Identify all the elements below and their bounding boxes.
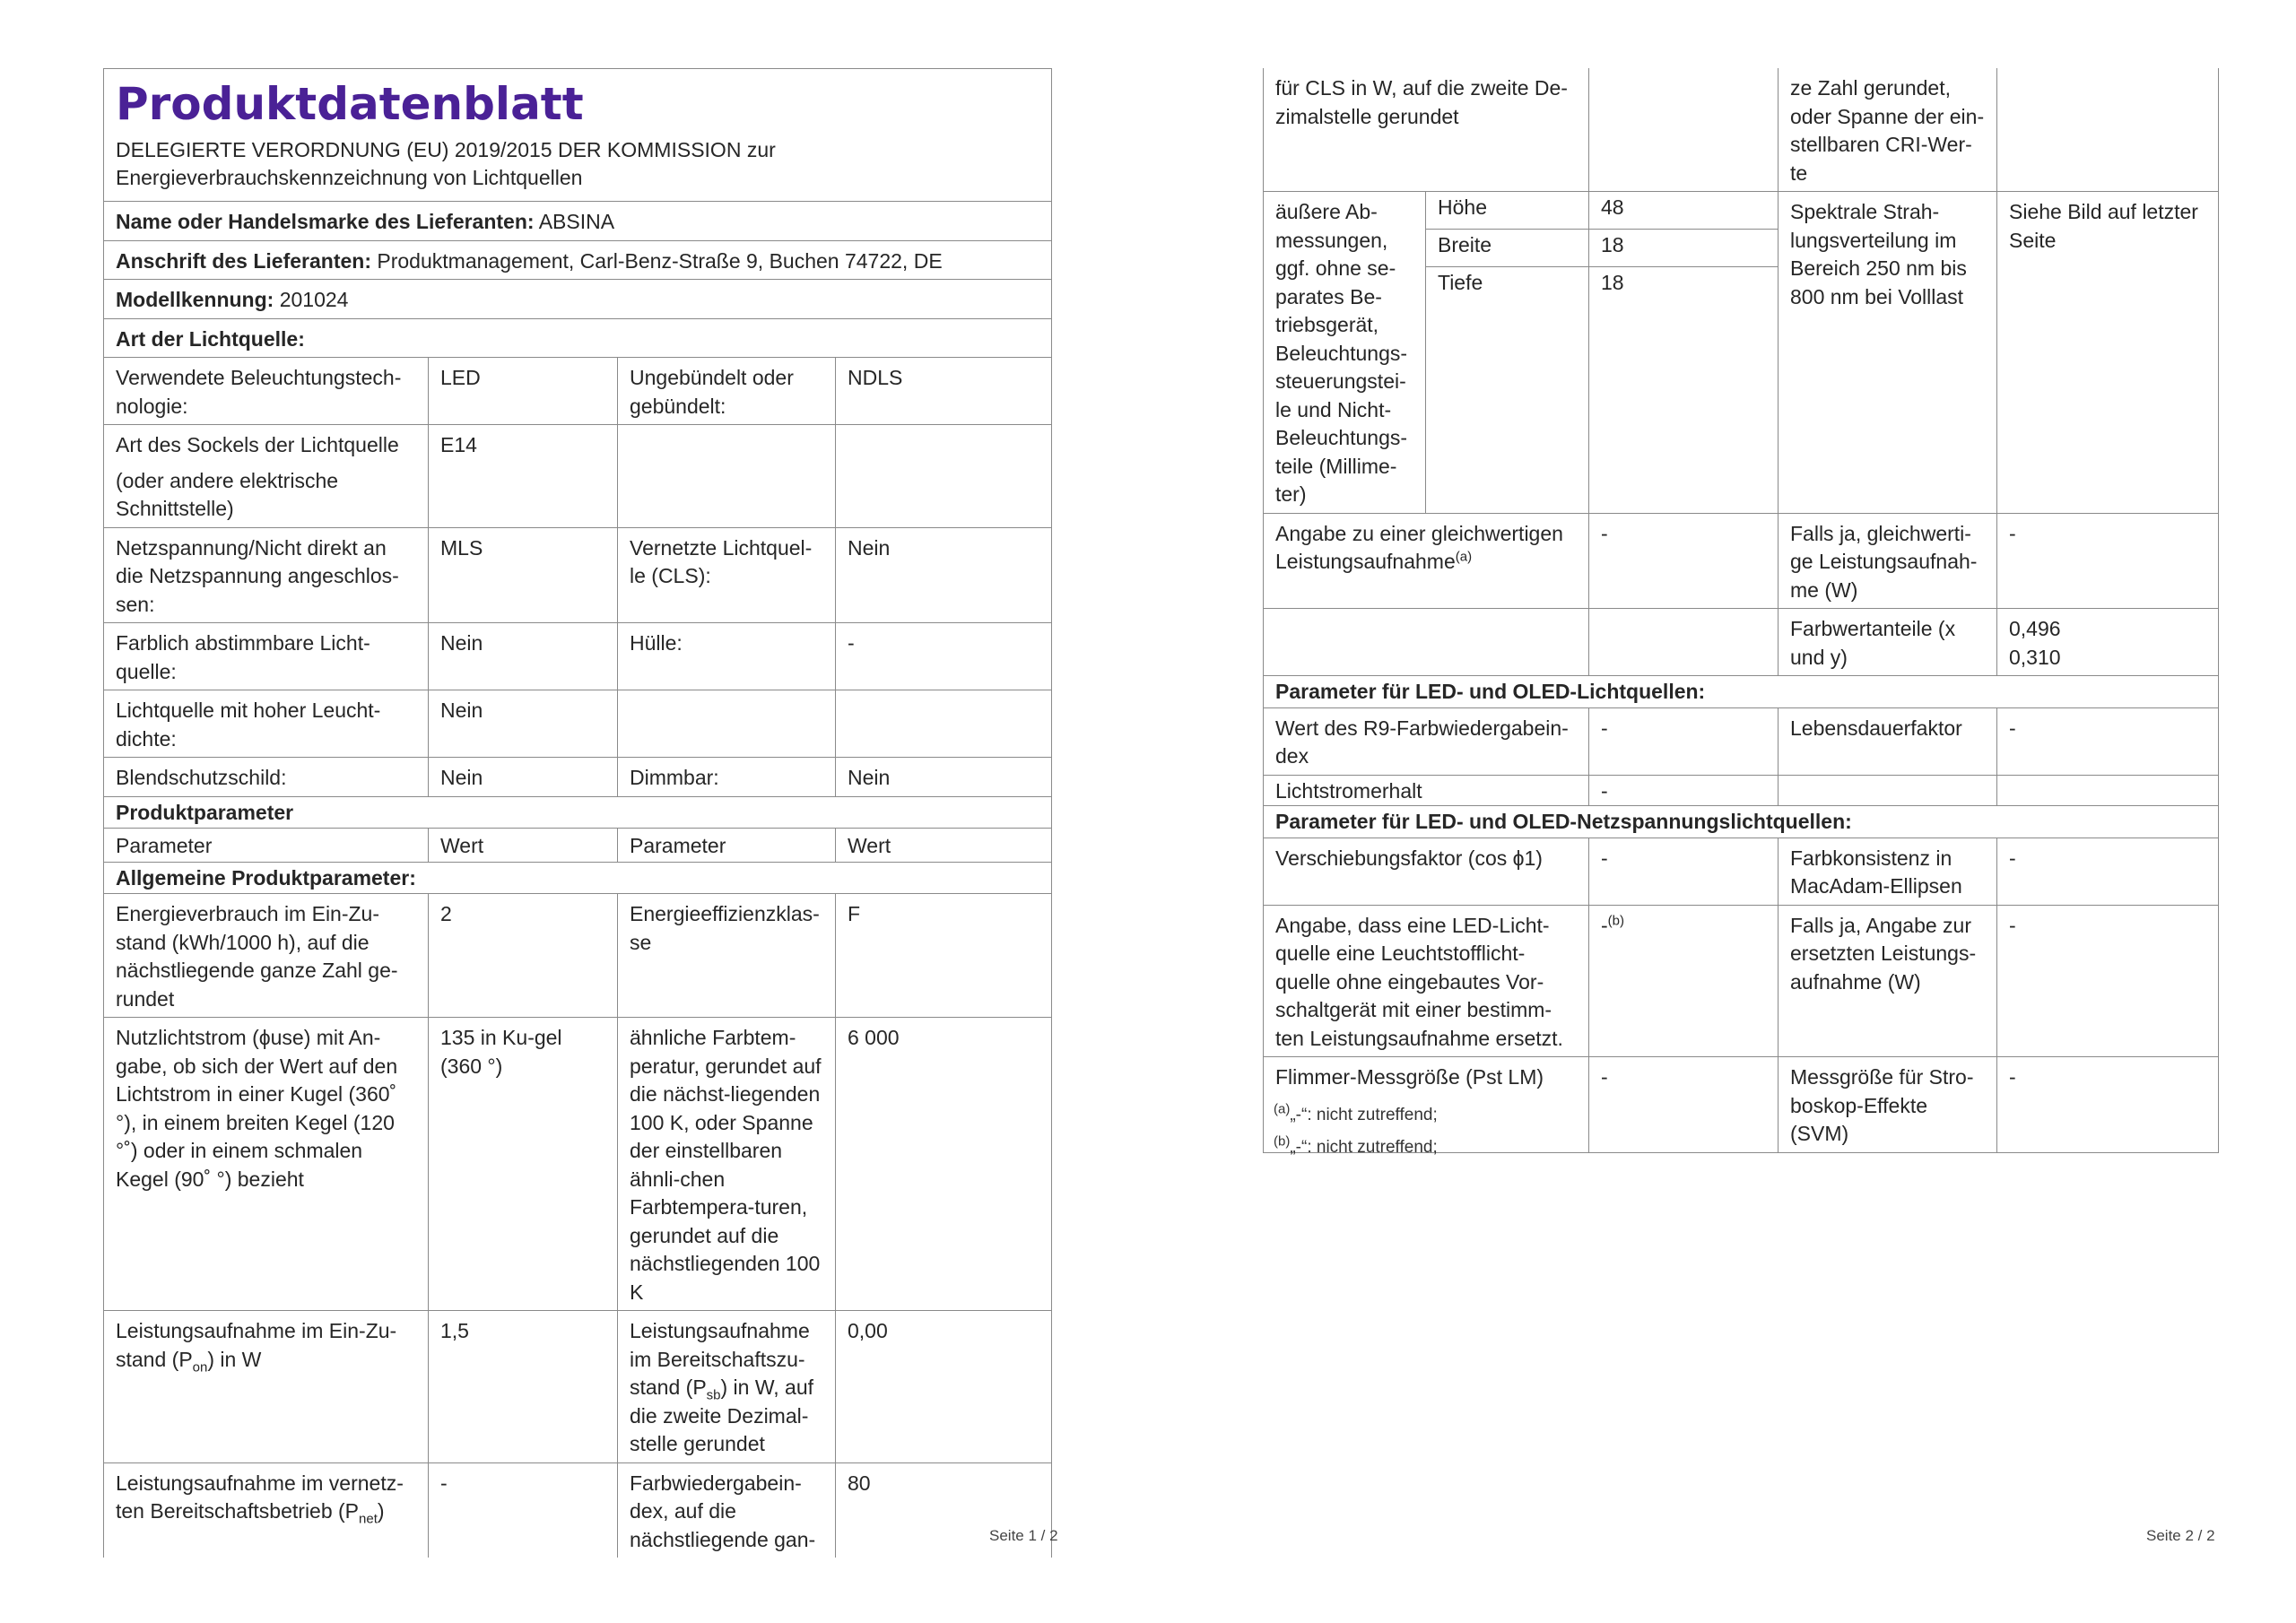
on-mode-power-label: Leistungsaufnahme im Ein-Zu-stand $(P_{on})$ in W <box>104 1311 429 1463</box>
socket-value: E14 <box>429 425 618 528</box>
equivalent-power-value: - <box>1589 513 1779 609</box>
r9-value: - <box>1589 707 1779 775</box>
column-header-parameter: Parameter <box>618 829 836 863</box>
empty-cell <box>618 690 836 758</box>
tech-value: LED <box>429 358 618 425</box>
regulation-subtitle: DELEGIERTE VERORDNUNG (EU) 2019/2015 DER KOMMISSION zur Energieverbrauchskennzeichnung von Lichtquellen <box>116 138 776 189</box>
footnote-b-marker: (b) <box>1607 912 1625 928</box>
color-rendering-label: Farbwiedergabein-dex, auf die nächstliegende gan- <box>618 1462 836 1558</box>
spectral-distribution-value: Siehe Bild auf letzter Seite <box>1997 192 2219 514</box>
mains-led-params-heading: Parameter für LED- und OLED-Netzspannungslichtquellen: <box>1264 806 2219 838</box>
supplier-name-row <box>104 202 1052 241</box>
spectral-distribution-label: Spektrale Strah-lungsverteilung im Bereich 250 nm bis 800 nm bei Volllast <box>1779 192 1997 514</box>
dimmable-label: Dimmbar: <box>618 758 836 797</box>
energy-consumption-value: 2 <box>429 894 618 1018</box>
replaced-power-label: Falls ja, Angabe zur ersetzten Leistungs-aufnahme (W) <box>1779 905 1997 1057</box>
survival-factor-value: - <box>1997 707 2219 775</box>
empty-cell <box>836 425 1052 528</box>
survival-factor-label: Lebensdauerfaktor <box>1779 707 1997 775</box>
supplier-name-label: Name oder Handelsmarke des Lieferanten: <box>116 210 535 233</box>
cls-label: Vernetzte Lichtquel-le (CLS): <box>618 527 836 623</box>
empty-cell <box>1589 68 1779 192</box>
displacement-factor-label: Verschiebungsfaktor (cos ϕ1) <box>1264 838 1589 905</box>
height-value: 48 <box>1589 192 1779 230</box>
r9-label: Wert des R9-Farbwiedergabein-dex <box>1264 707 1589 775</box>
page-number: Seite 1 / 2 <box>989 1527 1058 1544</box>
flicker-metric-value: - <box>1589 1057 1779 1153</box>
document-title: Produktdatenblatt <box>116 78 584 130</box>
stroboscopic-metric-value: - <box>1997 1057 2219 1153</box>
color-rendering-value: 80 <box>836 1462 1052 1558</box>
energy-consumption-label: Energieverbrauch im Ein-Zu-stand (kWh/1000 h), auf die nächstliegende ganze Zahl ge-rundet <box>104 894 429 1018</box>
cri-label-continued: ze Zahl gerundet, oder Spanne der ein-stellbaren CRI-Wer-te <box>1779 68 1997 192</box>
mains-label: Netzspannung/Nicht direkt an die Netzspannung angeschlos-sen: <box>104 527 429 623</box>
depth-value: 18 <box>1589 266 1779 513</box>
model-value: 201024 <box>279 288 349 311</box>
empty-cell <box>1589 609 1779 676</box>
footnote-a-marker: (a) <box>1455 549 1473 565</box>
empty-cell <box>1264 609 1589 676</box>
empty-cell <box>1997 68 2219 192</box>
column-header-value: Wert <box>836 829 1052 863</box>
luminous-flux-label: Nutzlichtstrom (ϕuse) mit An-gabe, ob sich der Wert auf den Lichtstrom in einer Kugel (360˚ °), in einem breiten Kegel (120 °˚) oder in einem schmalen Kegel (90˚ °) bezieht <box>104 1018 429 1311</box>
high-luminance-label: Lichtquelle mit hoher Leucht-dichte: <box>104 690 429 758</box>
lumen-maintenance-value: - <box>1589 775 1779 806</box>
chromaticity-x: 0,496 <box>2009 617 2061 640</box>
page-2 <box>1148 0 2296 1623</box>
empty-cell <box>618 425 836 528</box>
lumen-maintenance-label: Lichtstromerhalt <box>1264 775 1589 806</box>
datasheet-table-page-1 <box>103 68 1052 1558</box>
supplier-address-value: Produktmanagement, Carl-Benz-Straße 9, Buchen 74722, DE <box>377 248 943 273</box>
chromaticity-y: 0,310 <box>2009 645 2061 669</box>
networked-standby-label: Leistungsaufnahme im vernetz-ten Bereitschaftsbetrieb $(P_{net})$ <box>104 1462 429 1558</box>
footnote-a: $^{(a)}$„-“: nicht zutreffend; <box>1274 1101 1438 1124</box>
empty-cell <box>1997 775 2219 806</box>
datasheet-table-page-2 <box>1263 68 2219 1153</box>
empty-cell <box>1779 775 1997 806</box>
general-params-heading: Allgemeine Produktparameter: <box>104 862 1052 894</box>
column-header-value: Wert <box>429 829 618 863</box>
luminous-flux-value: 135 in Ku-gel (360 °) <box>429 1018 618 1311</box>
chromaticity-values <box>1997 609 2219 676</box>
product-params-heading: Produktparameter <box>104 796 1052 829</box>
on-mode-power-value: 1,5 <box>429 1311 618 1463</box>
cls-value: Nein <box>836 527 1052 623</box>
model-label: Modellkennung: <box>116 288 274 311</box>
supplier-name-value: ABSINA <box>538 210 615 233</box>
glare-shield-value: Nein <box>429 758 618 797</box>
color-temperature-label: ähnliche Farbtem-peratur, gerundet auf die nächst-liegenden 100 K, oder Spanne der einstellbaren ähnli-chen Farbtempera-turen, gerundet auf die nächstliegenden 100 K <box>618 1018 836 1311</box>
supplier-address-label: Anschrift des Lieferanten: <box>116 248 371 273</box>
networked-standby-value: - <box>429 1462 618 1558</box>
width-value: 18 <box>1589 229 1779 266</box>
color-temperature-value: 6 000 <box>836 1018 1052 1311</box>
column-header-parameter: Parameter <box>104 829 429 863</box>
footnote-b: $^{(b)}$„-“: nicht zutreffend; <box>1274 1133 1438 1157</box>
envelope-value: - <box>836 623 1052 690</box>
dimmable-value: Nein <box>836 758 1052 797</box>
led-params-heading: Parameter für LED- und OLED-Lichtquellen: <box>1264 676 2219 708</box>
fluorescent-replacement-label: Angabe, dass eine LED-Licht-quelle eine Leuchtstofflicht-quelle ohne eingebautes Vor-schaltgerät mit einer bestimm-ten Leistungsaufnahme ersetzt. <box>1264 905 1589 1057</box>
color-consistency-label: Farbkonsistenz in MacAdam-Ellipsen <box>1779 838 1997 905</box>
light-source-type-heading: Art der Lichtquelle: <box>104 318 1052 358</box>
color-tunable-label: Farblich abstimmbare Licht-quelle: <box>104 623 429 690</box>
dimensions-label: äußere Ab-messungen, ggf. ohne se-parates Be-triebsgerät, Beleuchtungs-steuerungstei-le und Nicht-Beleuchtungs-teile (Millime-ter) <box>1264 192 1426 514</box>
bundled-value: NDLS <box>836 358 1052 425</box>
equivalent-power-label: Angabe zu einer gleichwertigen Leistungsaufnahme <box>1275 521 1563 573</box>
cls-standby-label-continued: für CLS in W, auf die zweite De-zimalstelle gerundet <box>1264 68 1589 192</box>
glare-shield-label: Blendschutzschild: <box>104 758 429 797</box>
model-row <box>104 280 1052 319</box>
socket-label-sub: (oder andere elektrische Schnittstelle) <box>116 468 339 520</box>
supplier-address-row <box>104 240 1052 280</box>
equivalent-power-label-cell <box>1264 513 1589 609</box>
tech-label: Verwendete Beleuchtungstech-nologie: <box>104 358 429 425</box>
equivalent-power-watts-label: Falls ja, gleichwerti-ge Leistungsaufnah-me (W) <box>1779 513 1997 609</box>
footnotes <box>1274 1099 1438 1164</box>
efficiency-class-value: F <box>836 894 1052 1018</box>
bundled-label: Ungebündelt oder gebündelt: <box>618 358 836 425</box>
mains-value: MLS <box>429 527 618 623</box>
page-number: Seite 2 / 2 <box>2146 1527 2215 1544</box>
width-label: Breite <box>1426 229 1589 266</box>
high-luminance-value: Nein <box>429 690 618 758</box>
header-cell <box>104 69 1052 202</box>
stroboscopic-metric-label: Messgröße für Stro-boskop-Effekte (SVM) <box>1779 1057 1997 1153</box>
displacement-factor-value: - <box>1589 838 1779 905</box>
socket-label-cell <box>104 425 429 528</box>
socket-label: Art des Sockels der Lichtquelle <box>116 433 399 456</box>
fluorescent-replacement-value: - <box>1601 913 1608 937</box>
equivalent-power-watts-value: - <box>1997 513 2219 609</box>
color-consistency-value: - <box>1997 838 2219 905</box>
flicker-metric-label: Flimmer-Messgröße (Pst LM) <box>1264 1057 1589 1153</box>
chromaticity-label: Farbwertanteile (x und y) <box>1779 609 1997 676</box>
height-label: Höhe <box>1426 192 1589 230</box>
standby-power-value: 0,00 <box>836 1311 1052 1463</box>
efficiency-class-label: Energieeffizienzklas-se <box>618 894 836 1018</box>
depth-label: Tiefe <box>1426 266 1589 513</box>
standby-power-label: Leistungsaufnahme im Bereitschaftszu-stand $(P_{sb})$ in W, auf die zweite Dezimal-stelle gerundet <box>618 1311 836 1463</box>
replaced-power-value: - <box>1997 905 2219 1057</box>
empty-cell <box>836 690 1052 758</box>
color-tunable-value: Nein <box>429 623 618 690</box>
fluorescent-replacement-value-cell <box>1589 905 1779 1057</box>
envelope-label: Hülle: <box>618 623 836 690</box>
